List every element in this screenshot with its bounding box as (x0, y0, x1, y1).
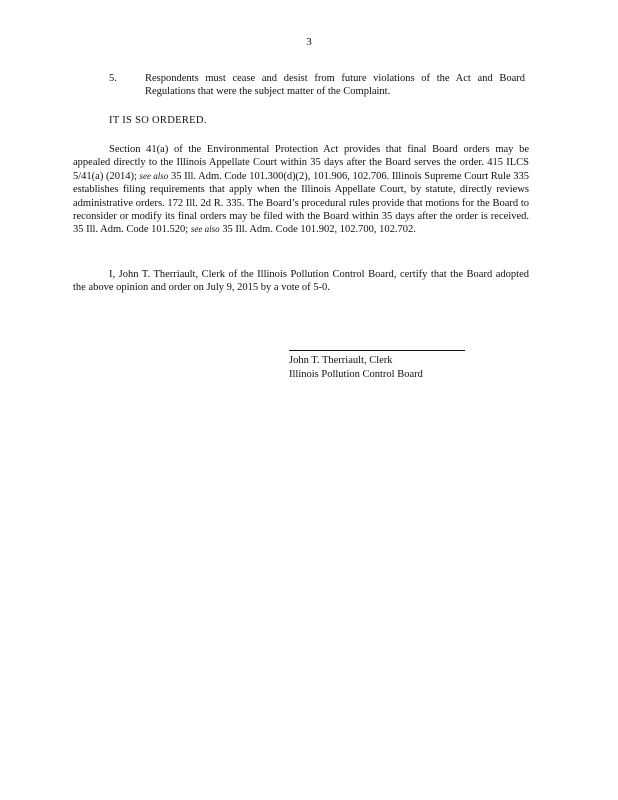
appeal-text-part-1: Section 41(a) of the Environmental Protection Act provides that final Board orders may be appealed directly to the Illinois Appellate Court within 35 days after the Board serves the order. 415 ILCS 5/41(a) (2014); (73, 144, 529, 182)
clerk-certification-paragraph: I, John T. Therriault, Clerk of the Illinois Pollution Control Board, certify that the Board adopted the above opinion and order on July 9, 2015 by a vote of 5-0. (73, 269, 529, 294)
appeal-rights-paragraph (73, 143, 529, 237)
appeal-text-part-3: 35 Ill. Adm. Code 101.902, 102.700, 102.702. (222, 224, 416, 236)
see-also-citation-signal: see also (139, 170, 169, 181)
signature-line (289, 350, 465, 351)
see-also-citation-signal: see also (190, 224, 220, 235)
so-ordered-statement: IT IS SO ORDERED. (109, 115, 207, 126)
signer-organization: Illinois Pollution Control Board (289, 369, 423, 380)
signer-name: John T. Therriault, Clerk (289, 355, 393, 366)
page-number: 3 (306, 36, 312, 48)
item-text: Respondents must cease and desist from future violations of the Act and Board Regulations that were the subject matter of the Complaint. (145, 73, 525, 98)
appeal-text-part-2: 35 Ill. Adm. Code 101.300(d)(2), 101.906, 102.706. Illinois Supreme Court Rule 335 establishes filing requirements that apply when the Illinois Appellate Court, by statute, directly reviews administrative orders. 172 Ill. 2d R. 335. The Board’s procedural rules provide that motions for the Board to reconsider or modify its final orders may be filed with the Board within 35 days after the order is received. 35 Ill. Adm. Code 101.520; (73, 170, 530, 236)
item-number: 5. (109, 73, 117, 84)
